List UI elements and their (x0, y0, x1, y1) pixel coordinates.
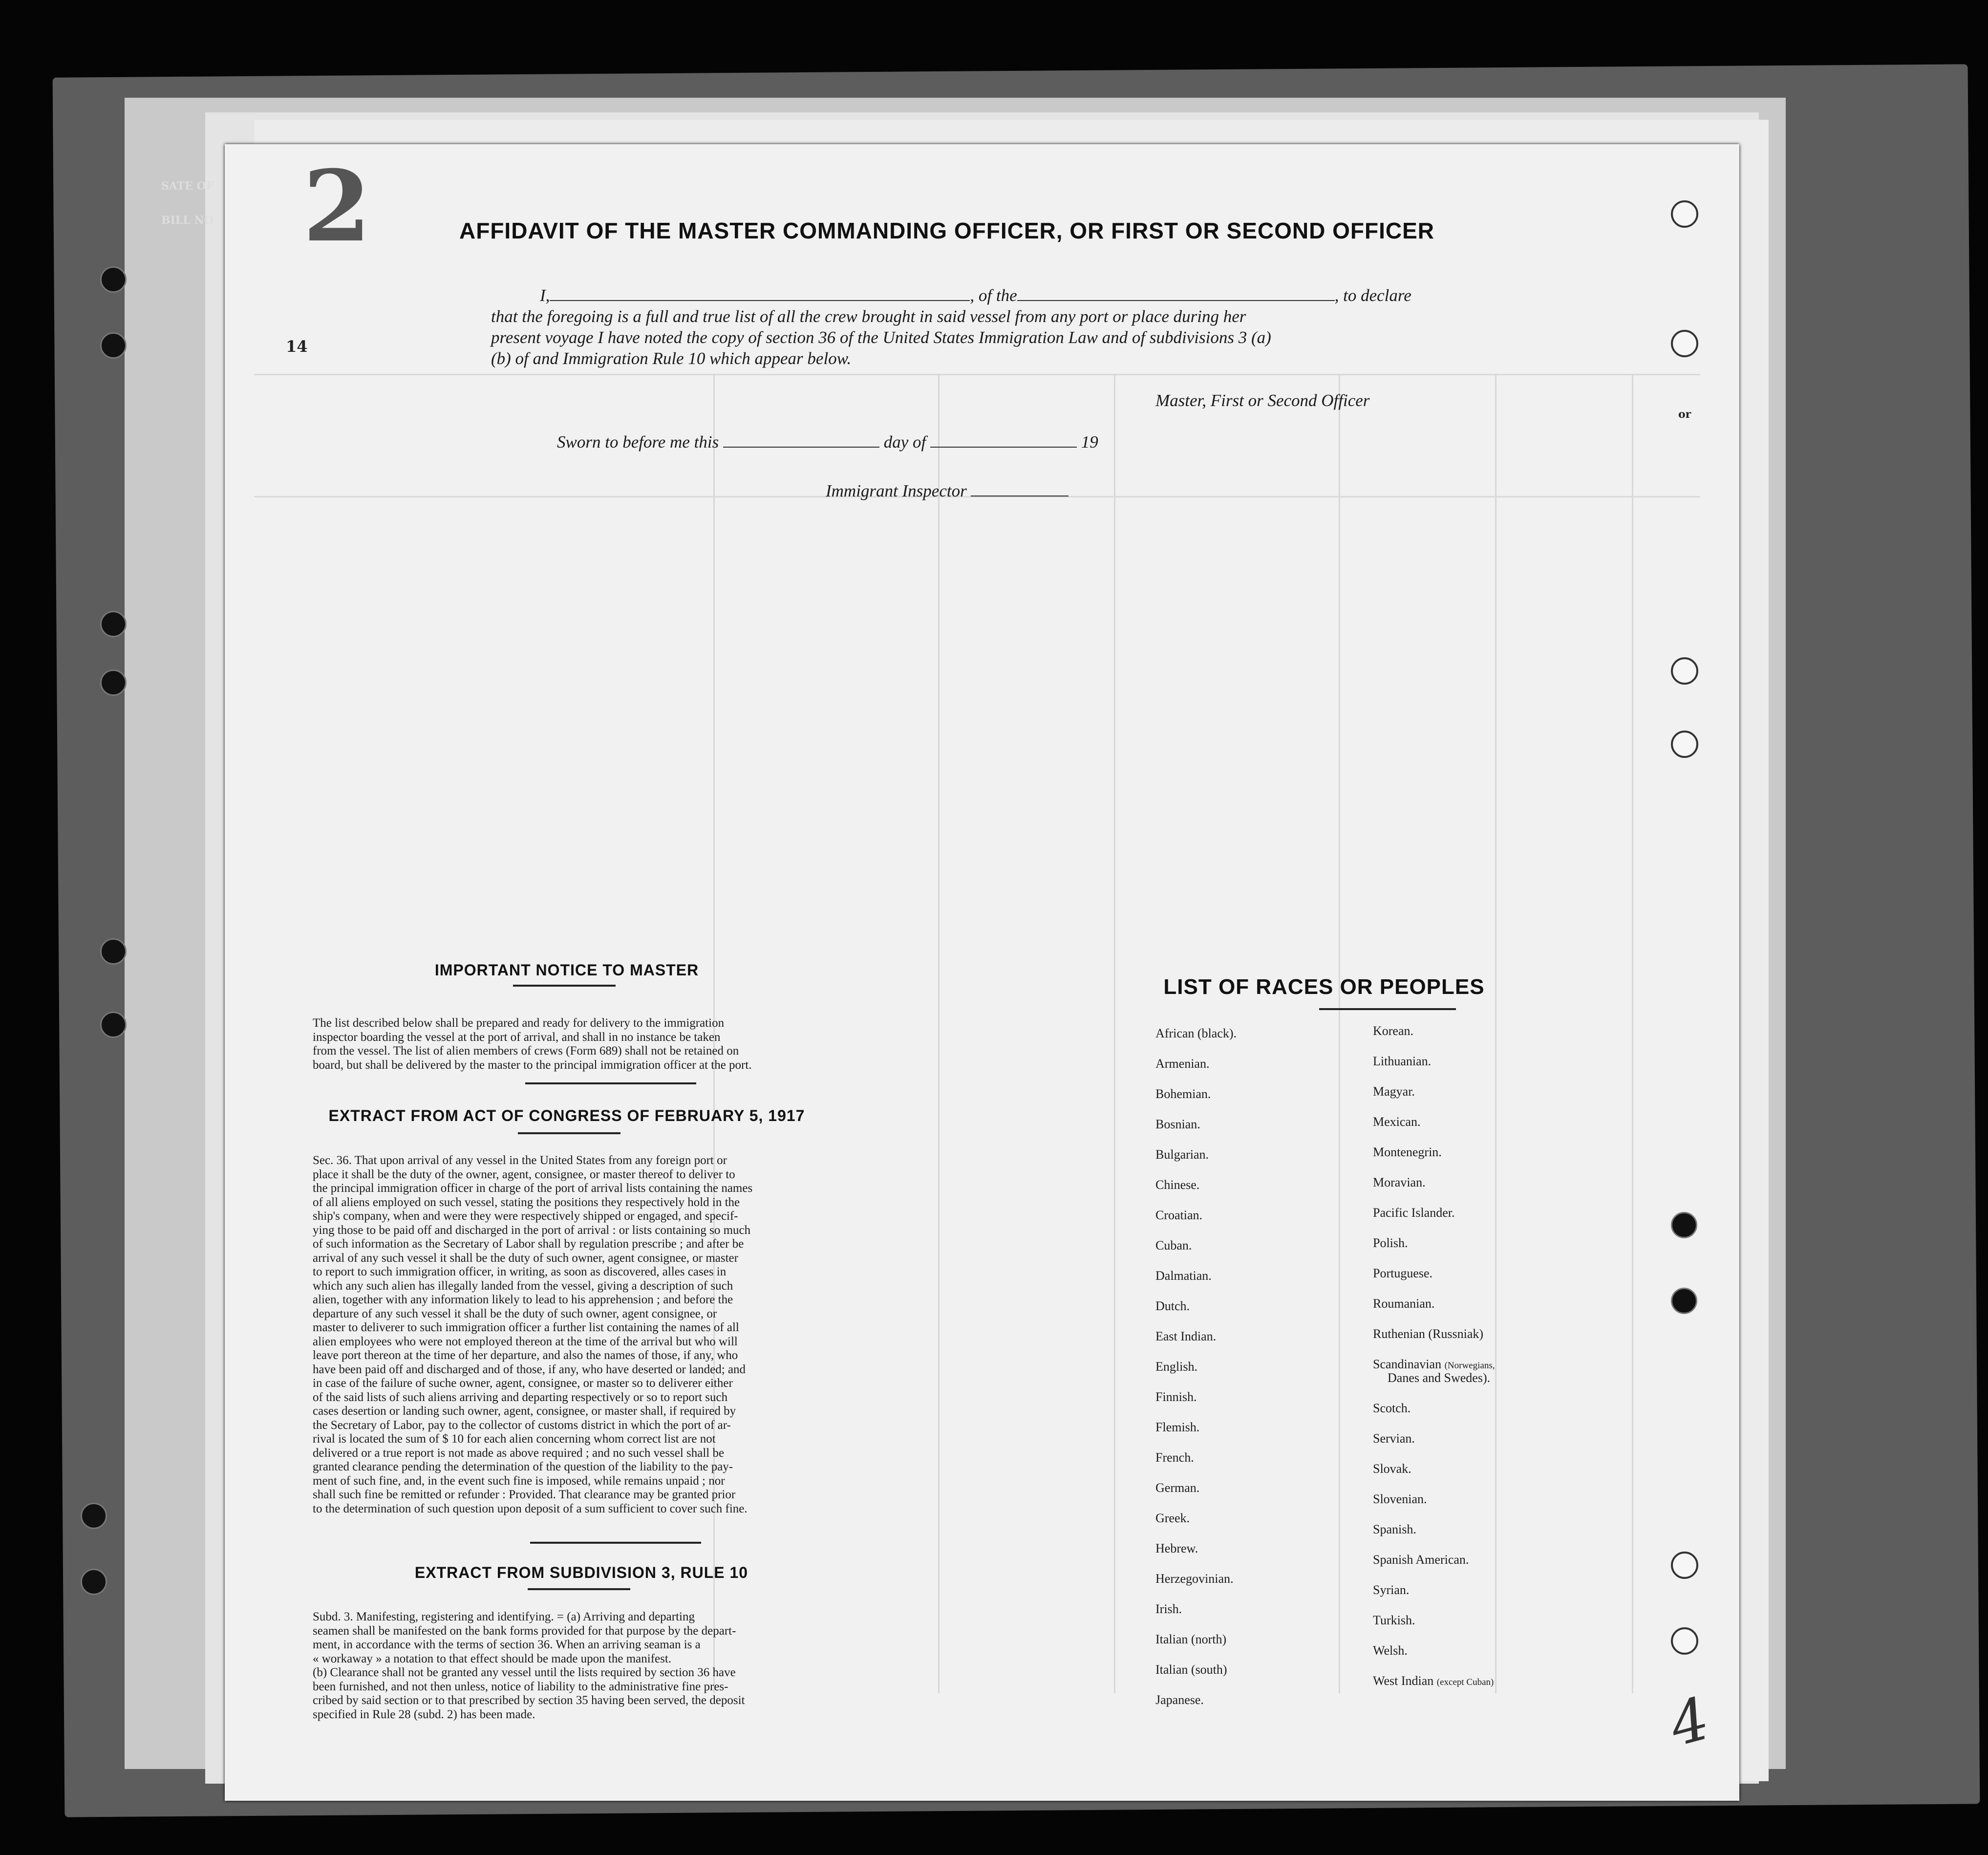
binder-hole (100, 266, 127, 293)
text-line: alien employees who were not employed thereon at the time of the arrival but who will (313, 1335, 738, 1348)
race-item: Bohemian. (1155, 1087, 1211, 1101)
race-item: African (black). (1155, 1026, 1237, 1040)
inspector-line (826, 481, 1069, 501)
text-line: ying those to be paid off and discharged in the port of arrival : or lists containing so much (313, 1223, 751, 1237)
declaration-line-3: present voyage I have noted the copy of section 36 of the United States Immigration Law and of subdivisions 3 (a) (491, 328, 1271, 347)
notice-text (313, 1016, 821, 1072)
handwritten-mark: 4 (1663, 1684, 1717, 1760)
text-line: which any such alien has illegally landed from the vessel, giving a description of such (313, 1279, 733, 1293)
race-item: German. (1155, 1481, 1200, 1495)
race-item: Scotch. (1373, 1401, 1411, 1415)
text-line: shall such fine be remitted or refunder : Provided. That clearance may be granted prior (313, 1488, 736, 1501)
text-line: (b) Clearance shall not be granted any vessel until the lists required by section 36 have (313, 1666, 736, 1679)
race-item: Cuban. (1155, 1238, 1192, 1252)
ghost-column (1495, 374, 1496, 1693)
text-line: have been paid off and discharged and of those, if any, who have deserted or landed; and (313, 1362, 746, 1376)
heading-underline (518, 1132, 620, 1134)
heading-underline (513, 985, 616, 987)
race-item: Portuguese. (1373, 1266, 1433, 1280)
race-item-scandinavian (1373, 1357, 1495, 1372)
race-item: French. (1155, 1450, 1194, 1465)
race-item: Mexican. (1373, 1115, 1421, 1129)
text-line: from the vessel. The list of alien members of crews (Form 689) shall not be retained on (313, 1044, 739, 1057)
binder-hole (1671, 1212, 1697, 1238)
race-item: Turkish. (1373, 1613, 1415, 1627)
text-line: been furnished, and not then unless, notice of liability to the administrative fine pres- (313, 1680, 728, 1693)
binder-hole (1671, 1552, 1698, 1579)
text-line: cases desertion or landing such owner, agent, consignee, or master shall, if required by (313, 1404, 736, 1418)
text-line: board, but shall be delivered by the master to the principal immigration officer at the port. (313, 1058, 752, 1072)
text-line: departure of any such vessel it shall be the duty of such owner, agent consignee, or (313, 1307, 717, 1320)
binder-hole (1671, 330, 1698, 357)
race-item-west-indian (1373, 1674, 1494, 1688)
text-line: inspector boarding the vessel at the port of arrival, and shall in no instance be taken (313, 1030, 721, 1044)
act-heading: EXTRACT FROM ACT OF CONGRESS OF FEBRUARY 5, 1917 (328, 1107, 805, 1124)
day-of-label: day of (883, 432, 926, 452)
declaration-line-2: that the foregoing is a full and true list of all the crew brought in said vessel from any port or place during her (491, 307, 1246, 326)
race-item: Herzegovinian. (1155, 1572, 1234, 1586)
race-item: Servian. (1373, 1431, 1415, 1445)
race-item: Italian (south) (1155, 1662, 1227, 1677)
name-blank (550, 300, 970, 301)
heading-underline (1319, 1008, 1456, 1010)
folder-tab-label: SATE OF (161, 180, 214, 193)
text-line: leave port thereon at the time of her departure, and also the names of those, if any, who (313, 1349, 738, 1362)
binder-hole (81, 1503, 107, 1529)
binder-hole (100, 611, 127, 637)
race-item: Magyar. (1373, 1084, 1415, 1099)
affidavit-title: AFFIDAVIT OF THE MASTER COMMANDING OFFICER, OR FIRST OR SECOND OFFICER (459, 218, 1434, 243)
race-item: Korean. (1373, 1024, 1414, 1038)
race-item: English. (1155, 1359, 1197, 1374)
vessel-blank (1017, 300, 1335, 301)
race-item: Armenian. (1155, 1057, 1210, 1071)
affidavit-sheet (225, 144, 1739, 1801)
race-item: Ruthenian (Russniak) (1373, 1327, 1484, 1341)
declaration-line-4: (b) of and Immigration Rule 10 which appear below. (491, 349, 852, 368)
text-line: the Secretary of Labor, pay to the collector of customs district in which the port of ar- (313, 1418, 731, 1432)
heading-underline (528, 1588, 630, 1590)
margin-mark-14: 14 (286, 337, 308, 356)
text-line: Sec. 36. That upon arrival of any vessel in the United States from any foreign port or (313, 1154, 727, 1167)
binder-hole (100, 1012, 127, 1038)
race-item: Welsh. (1373, 1643, 1408, 1658)
race-item: Lithuanian. (1373, 1054, 1432, 1068)
text-line: « workaway » a notation to that effect should be made upon the manifest. (313, 1652, 672, 1665)
race-item: Finnish. (1155, 1390, 1197, 1404)
text-line: to the determination of such question upon deposit of a sum sufficient to cover such fine. (313, 1502, 748, 1515)
text-line: cribed by said section or to that prescribed by section 35 having been served, the deposit (313, 1694, 745, 1707)
text-line: specified in Rule 28 (subd. 2) has been made. (313, 1707, 535, 1721)
master-signature-label: Master, First or Second Officer (1155, 391, 1370, 410)
race-item: Spanish American. (1373, 1553, 1469, 1567)
race-item: Slovak. (1373, 1462, 1411, 1476)
race-item: Chinese. (1155, 1178, 1200, 1192)
text-line: place it shall be the duty of the owner, agent, consignee, or master thereof to deliver to (313, 1167, 735, 1181)
section-divider (525, 1082, 696, 1084)
ghost-column (938, 374, 940, 1693)
binder-hole (100, 332, 127, 359)
text-line: the principal immigration officer in charge of the port of arrival lists containing the names (313, 1182, 753, 1195)
text-line: in case of the failure of suche owner, agent, consignee, or master so to deliverer either (313, 1377, 733, 1390)
sworn-line (557, 432, 1098, 452)
text-line: ment of such fine, and, in the event such fine is imposed, while remains unpaid ; nor (313, 1474, 725, 1488)
race-item: Slovenian. (1373, 1492, 1427, 1506)
page-number: 2 (303, 149, 371, 264)
race-note: (Norwegians, (1444, 1360, 1495, 1371)
race-item: Polish. (1373, 1236, 1408, 1250)
declaration-line-1 (540, 286, 1411, 305)
text-line: of the said lists of such aliens arriving and departing respectively or so to report such (313, 1390, 728, 1404)
race-item: Irish. (1155, 1602, 1182, 1616)
text-line: master to deliverer to such immigration officer a further list containing the names of all (313, 1321, 739, 1334)
text-line: Subd. 3. Manifesting, registering and identifying. = (a) Arriving and departing (313, 1610, 695, 1623)
act-text (313, 1154, 821, 1516)
race-item: Croatian. (1155, 1208, 1203, 1222)
text-line: of such information as the Secretary of Labor shall by regulation prescribe ; and after be (313, 1237, 744, 1251)
text-line: seamen shall be manifested on the bank forms provided for that purpose by the depart- (313, 1624, 736, 1638)
race-item: Dalmatian. (1155, 1269, 1212, 1283)
binder-hole (81, 1569, 107, 1595)
rule-heading: EXTRACT FROM SUBDIVISION 3, RULE 10 (414, 1564, 748, 1581)
text-line: rival is located the sum of $ 10 for each alien concerning whom correct list are not (313, 1432, 716, 1445)
folder-tab-label: BILL NO (161, 214, 214, 227)
binder-hole (1671, 200, 1698, 228)
binder-hole (1671, 657, 1698, 685)
race-item: Italian (north) (1155, 1632, 1227, 1646)
notice-heading: IMPORTANT NOTICE TO MASTER (434, 961, 699, 979)
text-line: alien, together with any information likely to lead to his apprehension ; and before the (313, 1293, 733, 1306)
declaration-to-declare: , to declare (1334, 286, 1411, 305)
margin-mark-or: or (1678, 408, 1691, 421)
year-label: 19 (1081, 432, 1098, 452)
rule-text (313, 1610, 821, 1722)
text-line: of all aliens employed on such vessel, stating the positions they respectively hold in the (313, 1195, 740, 1209)
section-divider (530, 1542, 701, 1544)
text-line: ment, in accordance with the terms of section 36. When an arriving seaman is a (313, 1638, 701, 1651)
ghost-column (1339, 374, 1340, 1693)
text-line: granted clearance pending the determination of the question of the liability to the pay- (313, 1460, 733, 1473)
race-note-text: Danes and Swedes). (1388, 1371, 1491, 1385)
month-blank (930, 447, 1077, 448)
text-line: The list described below shall be prepared and ready for delivery to the immigration (313, 1016, 725, 1030)
race-item: Syrian. (1373, 1583, 1410, 1597)
binder-hole (100, 669, 127, 696)
race-item: East Indian. (1155, 1329, 1217, 1343)
race-item: Bulgarian. (1155, 1147, 1209, 1162)
race-item: Moravian. (1373, 1175, 1426, 1189)
race-note: (except Cuban) (1436, 1677, 1494, 1687)
race-item: Flemish. (1155, 1420, 1200, 1434)
race-item: Hebrew. (1155, 1541, 1198, 1555)
declaration-of-the: , of the (970, 286, 1017, 305)
race-item: Montenegrin. (1373, 1145, 1442, 1159)
race-item: Dutch. (1155, 1299, 1190, 1313)
races-heading: LIST OF RACES OR PEOPLES (1163, 975, 1485, 999)
ghost-rule (254, 374, 1700, 375)
race-item: Greek. (1155, 1511, 1190, 1525)
race-item: Pacific Islander. (1373, 1206, 1455, 1220)
sworn-label: Sworn to before me this (557, 432, 719, 452)
binder-hole (1671, 1627, 1698, 1655)
text-line: ship's company, when and were they were respectively shipped or engaged, and specif- (313, 1209, 738, 1223)
ghost-column (1114, 374, 1115, 1693)
binder-hole (100, 938, 127, 965)
declaration-i: I, (540, 286, 550, 305)
text-line: to report to such immigration officer, in writing, as soon as discovered, alles cases in (313, 1265, 727, 1278)
inspector-label: Immigrant Inspector (826, 481, 967, 500)
race-item: West Indian (1373, 1674, 1434, 1688)
text-line: delivered or a true report is not made as above required ; and no such vessel shall be (313, 1446, 725, 1460)
race-item: Bosnian. (1155, 1117, 1200, 1131)
day-blank (723, 447, 879, 448)
race-item: Spanish. (1373, 1522, 1416, 1536)
binder-hole (1671, 1288, 1697, 1314)
binder-hole (1671, 731, 1698, 758)
ghost-column (1632, 374, 1633, 1693)
race-item: Scandinavian (1373, 1357, 1442, 1371)
race-item: Roumanian. (1373, 1296, 1435, 1311)
race-note (1388, 1371, 1490, 1385)
race-item: Japanese. (1155, 1693, 1204, 1707)
text-line: arrival of any such vessel it shall be the duty of such owner, agent consignee, or master (313, 1251, 738, 1265)
